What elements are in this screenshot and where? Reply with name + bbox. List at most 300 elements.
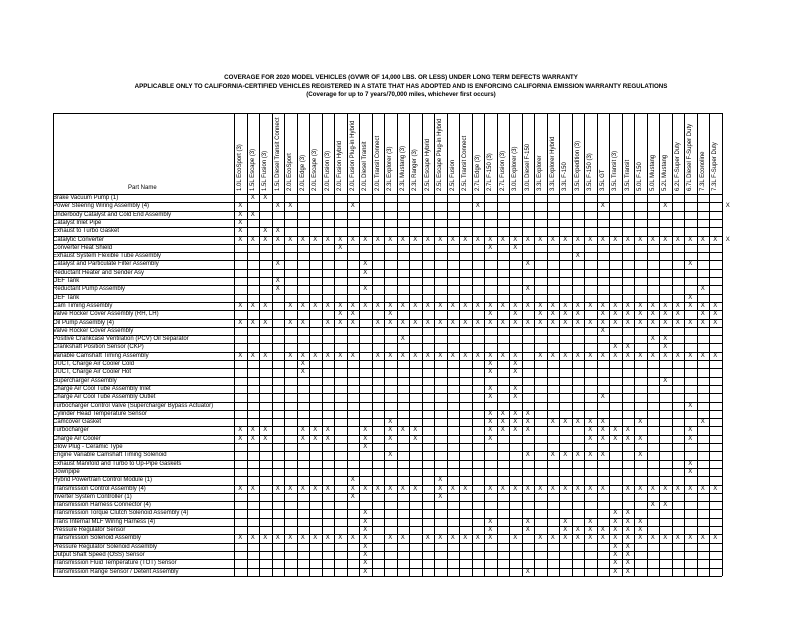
coverage-mark: X — [413, 485, 418, 492]
part-name: Oil Pump Assembly (4) — [53, 319, 115, 326]
row-divider — [53, 385, 722, 386]
model-column-header: 2.5L Fusion — [449, 159, 456, 191]
part-name: Turbocharger Control Valve (Supercharger Bypass Actuator) — [53, 402, 214, 409]
coverage-mark: X — [513, 410, 518, 417]
coverage-mark: X — [288, 203, 293, 210]
coverage-mark: X — [425, 302, 430, 309]
coverage-mark: X — [513, 236, 518, 243]
coverage-mark: X — [550, 302, 555, 309]
coverage-mark: X — [563, 419, 568, 426]
row-divider — [53, 294, 722, 295]
coverage-mark: X — [600, 535, 605, 542]
coverage-mark: X — [650, 336, 655, 343]
coverage-mark: X — [363, 427, 368, 434]
part-name: Valve Rocker Cover Assembly (RH, LH) — [53, 311, 159, 318]
coverage-mark: X — [563, 236, 568, 243]
coverage-mark: X — [550, 452, 555, 459]
coverage-mark: X — [713, 236, 718, 243]
model-column-header: 7.3L Econoline — [699, 151, 706, 191]
model-column-header: 2.5L Escape Hybrid — [424, 138, 431, 191]
coverage-mark: X — [288, 236, 293, 243]
coverage-mark: X — [238, 211, 243, 218]
coverage-mark: X — [575, 452, 580, 459]
coverage-mark: X — [500, 485, 505, 492]
coverage-mark: X — [513, 319, 518, 326]
coverage-mark: X — [438, 352, 443, 359]
part-name: Charge Air Cool Tube Assembly Inlet — [53, 385, 151, 392]
coverage-mark: X — [700, 535, 705, 542]
coverage-mark: X — [438, 493, 443, 500]
coverage-mark: X — [663, 535, 668, 542]
coverage-mark: X — [713, 311, 718, 318]
model-column-header: 3.5L F-150 (3) — [587, 153, 593, 191]
coverage-mark: X — [438, 319, 443, 326]
column-divider — [447, 113, 448, 576]
coverage-mark: X — [250, 195, 255, 201]
part-name: Transmission Range Sensor / Detent Assembly — [53, 568, 179, 575]
row-divider — [53, 576, 722, 577]
part-name: Converter Heat Shield — [53, 244, 113, 251]
part-name: Engine Variable Camshaft Timing Solenoid — [53, 452, 167, 459]
coverage-mark: X — [313, 435, 318, 442]
part-name: Cam Timing Assembly — [53, 302, 113, 309]
column-divider — [547, 113, 548, 576]
coverage-mark: X — [425, 319, 430, 326]
model-column-header: 2.3L Ranger (3) — [412, 149, 418, 191]
coverage-mark: X — [238, 236, 243, 243]
coverage-mark: X — [650, 302, 655, 309]
column-divider — [434, 113, 435, 576]
model-column-header: 6.2L F-Super Duty — [674, 142, 681, 191]
coverage-mark: X — [400, 336, 405, 343]
coverage-mark: X — [275, 203, 280, 210]
coverage-mark: X — [313, 427, 318, 434]
coverage-mark: X — [413, 352, 418, 359]
coverage-mark: X — [575, 236, 580, 243]
coverage-mark: X — [625, 344, 630, 351]
coverage-mark: X — [488, 435, 493, 442]
coverage-mark: X — [475, 319, 480, 326]
column-divider — [459, 113, 460, 576]
coverage-mark: X — [613, 543, 618, 550]
coverage-mark: X — [363, 286, 368, 293]
model-column-header: 3.3L F-150 — [562, 162, 568, 191]
row-divider — [53, 219, 722, 220]
coverage-mark: X — [400, 535, 405, 542]
coverage-mark: X — [388, 435, 393, 442]
coverage-mark: X — [488, 361, 493, 367]
coverage-mark: X — [600, 527, 605, 533]
coverage-mark: X — [250, 302, 255, 309]
model-column-header: 3.0L Diesel F-150 — [524, 143, 531, 191]
coverage-mark: X — [263, 195, 268, 201]
coverage-mark: X — [275, 261, 280, 268]
coverage-mark: X — [488, 518, 493, 525]
coverage-mark: X — [338, 244, 343, 251]
coverage-mark: X — [513, 302, 518, 309]
coverage-mark: X — [450, 352, 455, 359]
coverage-mark: X — [388, 535, 393, 542]
coverage-mark: X — [238, 228, 243, 235]
coverage-mark: X — [400, 427, 405, 434]
coverage-mark: X — [588, 236, 593, 243]
coverage-mark: X — [350, 477, 355, 484]
column-divider — [697, 113, 698, 576]
model-column-header: 2.5L Escape Plug-in Hybrid — [437, 118, 443, 191]
coverage-mark: X — [263, 535, 268, 542]
document-subtitle: APPLICABLE ONLY TO CALIFORNIA-CERTIFIED VEHICLES REGISTERED IN A STATE THAT HAS ADOPTED AND IS ENFORCING CALIFORNIA EMISSION WARRANTY REGULATIONS — [134, 83, 668, 90]
coverage-mark: X — [525, 236, 530, 243]
part-name: Transmission Torque Clutch Solenoid Assembly (4) — [53, 510, 189, 517]
coverage-mark: X — [638, 527, 643, 533]
coverage-mark: X — [363, 551, 368, 558]
coverage-mark: X — [525, 302, 530, 309]
coverage-mark: X — [613, 352, 618, 359]
part-name: Reductant Pump Assembly — [53, 286, 126, 293]
coverage-mark: X — [250, 427, 255, 434]
coverage-mark: X — [488, 352, 493, 359]
coverage-mark: X — [600, 419, 605, 426]
coverage-mark: X — [688, 294, 693, 301]
coverage-mark: X — [513, 394, 518, 401]
coverage-mark: X — [388, 427, 393, 434]
coverage-mark: X — [313, 236, 318, 243]
coverage-mark: X — [513, 485, 518, 492]
model-column-header: 6.7L Diesel F-Super Duty — [687, 123, 693, 191]
coverage-mark: X — [238, 535, 243, 542]
coverage-mark: X — [638, 352, 643, 359]
part-name: Inverter System Controller (1) — [53, 493, 132, 500]
column-divider — [422, 113, 423, 576]
row-divider — [53, 493, 722, 494]
column-divider — [359, 113, 360, 576]
coverage-mark: X — [663, 319, 668, 326]
coverage-mark: X — [588, 518, 593, 525]
coverage-mark: X — [638, 518, 643, 525]
coverage-mark: X — [613, 535, 618, 542]
coverage-mark: X — [300, 485, 305, 492]
coverage-mark: X — [550, 352, 555, 359]
coverage-mark: X — [375, 485, 380, 492]
coverage-mark: X — [463, 352, 468, 359]
coverage-mark: X — [600, 435, 605, 442]
coverage-mark: X — [638, 435, 643, 442]
coverage-mark: X — [500, 302, 505, 309]
coverage-mark: X — [250, 211, 255, 218]
coverage-mark: X — [250, 319, 255, 326]
coverage-mark: X — [388, 311, 393, 318]
column-divider — [347, 113, 348, 576]
coverage-mark: X — [575, 319, 580, 326]
document-coverage-note: (Coverage for up to 7 years/70,000 miles, whichever first occurs) — [306, 91, 496, 98]
coverage-mark: X — [325, 435, 330, 442]
coverage-mark: X — [688, 535, 693, 542]
coverage-mark: X — [238, 302, 243, 309]
coverage-mark: X — [313, 352, 318, 359]
coverage-mark: X — [238, 219, 243, 226]
model-column-header: 1.5L Diesel Transit Connect — [274, 117, 281, 191]
coverage-mark: X — [563, 535, 568, 542]
column-divider — [384, 113, 385, 576]
coverage-mark: X — [375, 236, 380, 243]
coverage-mark: X — [563, 485, 568, 492]
coverage-mark: X — [613, 560, 618, 567]
coverage-mark: X — [625, 551, 630, 558]
coverage-mark: X — [688, 302, 693, 309]
part-name: Transmission Solenoid Assembly — [53, 535, 141, 542]
coverage-mark: X — [450, 236, 455, 243]
coverage-mark: X — [338, 302, 343, 309]
coverage-mark: X — [600, 352, 605, 359]
coverage-mark: X — [300, 302, 305, 309]
model-column-header: 3.3L Explorer — [537, 155, 543, 191]
coverage-mark: X — [288, 535, 293, 542]
table-right-border — [722, 113, 723, 576]
coverage-mark: X — [275, 228, 280, 235]
coverage-mark: X — [600, 394, 605, 401]
coverage-mark: X — [350, 311, 355, 318]
coverage-mark: X — [713, 319, 718, 326]
part-name: Crankshaft Position Sensor (CKP) — [53, 344, 144, 351]
coverage-mark: X — [463, 236, 468, 243]
coverage-mark: X — [475, 203, 480, 210]
coverage-mark: X — [513, 427, 518, 434]
coverage-mark: X — [363, 560, 368, 567]
coverage-mark: X — [613, 510, 618, 517]
coverage-mark: X — [400, 319, 405, 326]
model-column-header: 2.7L Fusion (3) — [499, 150, 506, 191]
coverage-mark: X — [675, 236, 680, 243]
coverage-mark: X — [363, 510, 368, 517]
coverage-mark: X — [625, 435, 630, 442]
column-divider — [572, 113, 573, 576]
coverage-mark: X — [688, 435, 693, 442]
row-divider — [53, 468, 722, 469]
coverage-mark: X — [675, 535, 680, 542]
part-name: Charge Air Cool Tube Assembly Outlet — [53, 394, 156, 401]
coverage-mark: X — [550, 311, 555, 318]
coverage-mark: X — [488, 535, 493, 542]
coverage-mark: X — [675, 319, 680, 326]
coverage-mark: X — [650, 236, 655, 243]
coverage-mark: X — [350, 485, 355, 492]
coverage-mark: X — [588, 352, 593, 359]
coverage-mark: X — [313, 485, 318, 492]
coverage-mark: X — [400, 485, 405, 492]
coverage-mark: X — [438, 236, 443, 243]
part-name: Output Shaft Speed (OSS) Sensor — [53, 551, 145, 558]
row-divider — [53, 377, 722, 378]
coverage-mark: X — [625, 535, 630, 542]
coverage-mark: X — [550, 419, 555, 426]
coverage-mark: X — [488, 385, 493, 392]
coverage-mark: X — [575, 485, 580, 492]
coverage-mark: X — [550, 535, 555, 542]
coverage-mark: X — [388, 236, 393, 243]
coverage-mark: X — [688, 402, 693, 409]
coverage-mark: X — [450, 319, 455, 326]
coverage-mark: X — [438, 485, 443, 492]
model-column-header: 2.5L Transit Connect — [462, 135, 468, 191]
coverage-mark: X — [600, 319, 605, 326]
coverage-mark: X — [588, 435, 593, 442]
coverage-mark: X — [350, 236, 355, 243]
coverage-mark: X — [575, 535, 580, 542]
column-divider — [334, 113, 335, 576]
column-divider — [584, 113, 585, 576]
coverage-mark: X — [675, 352, 680, 359]
column-divider — [497, 113, 498, 576]
coverage-mark: X — [588, 452, 593, 459]
model-column-header: 1.5L Escape (3) — [249, 148, 256, 191]
model-column-header: 7.3L F-Super Duty — [712, 142, 718, 191]
coverage-mark: X — [688, 427, 693, 434]
part-name: Charge Air Cooler — [53, 435, 101, 442]
coverage-mark: X — [275, 278, 280, 284]
coverage-mark: X — [650, 502, 655, 509]
coverage-mark: X — [488, 410, 493, 417]
coverage-mark: X — [325, 535, 330, 542]
document-title: COVERAGE FOR 2020 MODEL VEHICLES (GVWR OF 14,000 LBS. OR LESS) UNDER LONG TERM DEFECTS WARRANTY — [224, 74, 578, 81]
coverage-mark: X — [625, 236, 630, 243]
coverage-mark: X — [238, 435, 243, 442]
coverage-mark: X — [338, 311, 343, 318]
coverage-mark: X — [588, 485, 593, 492]
coverage-mark: X — [425, 236, 430, 243]
coverage-mark: X — [500, 236, 505, 243]
coverage-mark: X — [413, 302, 418, 309]
coverage-mark: X — [300, 352, 305, 359]
model-column-header: 2.0L Escape (3) — [312, 148, 318, 191]
part-name: Valve Rocker Cover Assembly — [53, 327, 134, 334]
model-column-header: 3.5L GT — [599, 169, 606, 191]
coverage-mark: X — [238, 352, 243, 359]
coverage-mark: X — [688, 236, 693, 243]
coverage-mark: X — [713, 535, 718, 542]
column-divider — [634, 113, 635, 576]
coverage-mark: X — [313, 302, 318, 309]
column-divider — [534, 113, 535, 576]
column-divider — [709, 113, 710, 576]
coverage-mark: X — [325, 485, 330, 492]
coverage-mark: X — [263, 427, 268, 434]
column-divider — [559, 113, 560, 576]
coverage-mark: X — [563, 311, 568, 318]
part-name: Transmission Harness Connector (4) — [53, 502, 151, 509]
model-column-header: 1.5L Fusion (3) — [262, 150, 268, 191]
coverage-mark: X — [325, 427, 330, 434]
coverage-mark: X — [613, 236, 618, 243]
part-name: Trans Internal MLF Wiring Harness (4) — [53, 518, 156, 525]
coverage-mark: X — [288, 302, 293, 309]
coverage-mark: X — [688, 460, 693, 467]
part-name: Hybrid Powertrain Control Module (1) — [53, 477, 153, 484]
coverage-mark: X — [638, 319, 643, 326]
column-divider — [322, 113, 323, 576]
coverage-mark: X — [538, 535, 543, 542]
coverage-mark: X — [300, 236, 305, 243]
coverage-mark: X — [275, 485, 280, 492]
part-name: Positive Crankcase Ventilation (PCV) Oil Separator — [53, 336, 189, 343]
coverage-mark: X — [513, 535, 518, 542]
model-column-header: 2.7L F-150 (3) — [487, 153, 493, 191]
coverage-mark: X — [663, 311, 668, 318]
part-name: DUCT, Charge Air Cooler Cold — [53, 361, 135, 367]
coverage-mark: X — [625, 427, 630, 434]
coverage-mark: X — [513, 352, 518, 359]
coverage-mark: X — [600, 327, 605, 334]
column-divider — [309, 113, 310, 576]
coverage-mark: X — [600, 427, 605, 434]
coverage-mark: X — [413, 435, 418, 442]
coverage-mark: X — [575, 311, 580, 318]
coverage-mark: X — [450, 485, 455, 492]
coverage-mark: X — [325, 352, 330, 359]
model-column-header: 5.0L Mustang — [649, 154, 656, 191]
coverage-mark: X — [338, 319, 343, 326]
coverage-mark: X — [388, 302, 393, 309]
model-column-header: 5.0L F-150 — [637, 162, 643, 191]
coverage-mark: X — [263, 236, 268, 243]
column-divider — [509, 113, 510, 576]
coverage-mark: X — [575, 352, 580, 359]
coverage-mark: X — [413, 427, 418, 434]
coverage-mark: X — [638, 311, 643, 318]
coverage-mark: X — [663, 302, 668, 309]
coverage-mark: X — [238, 427, 243, 434]
coverage-mark: X — [688, 319, 693, 326]
part-name: Pressure Regulator Solenoid Assembly — [53, 543, 158, 550]
coverage-mark: X — [525, 410, 530, 417]
coverage-mark: X — [325, 319, 330, 326]
coverage-mark: X — [475, 352, 480, 359]
coverage-mark: X — [275, 535, 280, 542]
coverage-mark: X — [363, 535, 368, 542]
coverage-mark: X — [550, 236, 555, 243]
column-divider — [397, 113, 398, 576]
column-divider — [297, 113, 298, 576]
column-divider — [597, 113, 598, 576]
model-column-header: 3.5L Transit — [624, 159, 631, 191]
coverage-mark: X — [363, 444, 368, 450]
model-column-header: 5.2L Mustang — [662, 154, 668, 191]
coverage-mark: X — [700, 286, 705, 293]
coverage-mark: X — [300, 535, 305, 542]
coverage-mark: X — [525, 427, 530, 434]
coverage-mark: X — [438, 302, 443, 309]
coverage-mark: X — [463, 485, 468, 492]
part-name: Underbody Catalyst and Cold End Assembly — [53, 211, 172, 218]
coverage-mark: X — [713, 485, 718, 492]
column-divider — [409, 113, 410, 576]
coverage-mark: X — [488, 311, 493, 318]
coverage-mark: X — [388, 452, 393, 459]
coverage-mark: X — [350, 319, 355, 326]
coverage-mark: X — [725, 236, 730, 243]
coverage-mark: X — [400, 352, 405, 359]
coverage-mark: X — [650, 485, 655, 492]
coverage-mark: X — [363, 236, 368, 243]
coverage-mark: X — [538, 319, 543, 326]
coverage-mark: X — [450, 535, 455, 542]
part-name: Pressure Regulator Sensor — [53, 527, 126, 533]
coverage-mark: X — [450, 302, 455, 309]
coverage-mark: X — [700, 236, 705, 243]
coverage-mark: X — [713, 302, 718, 309]
part-name: Variable Camshaft Timing Assembly — [53, 352, 149, 359]
coverage-mark: X — [525, 261, 530, 268]
coverage-mark: X — [388, 485, 393, 492]
